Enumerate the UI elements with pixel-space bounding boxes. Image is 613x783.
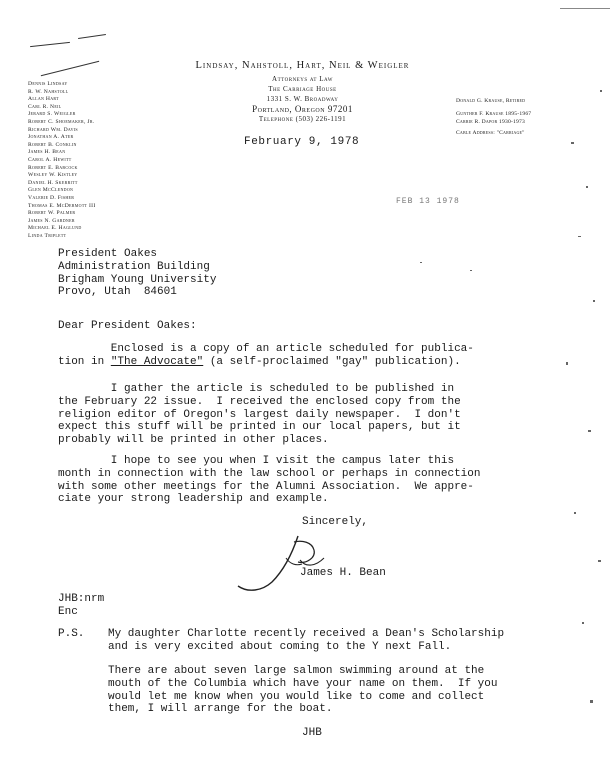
partner-name: Glen McClendon bbox=[28, 187, 74, 194]
partner-name: Robert W. Palmer bbox=[28, 210, 76, 217]
scan-speck bbox=[571, 142, 574, 144]
paragraph-line: ciate your strong leadership and example. bbox=[58, 493, 329, 506]
scan-speck bbox=[590, 700, 593, 703]
firm-name: Lindsay, Nahstoll, Hart, Neil & Weigler bbox=[195, 60, 410, 71]
scan-speck bbox=[593, 300, 595, 302]
partners-list bbox=[28, 81, 168, 240]
paragraph-line: with some other meetings for the Alumni Association. We appre- bbox=[58, 480, 474, 493]
signer-name: James H. Bean bbox=[300, 567, 386, 579]
partner-name: Robert B. Conklin bbox=[28, 141, 77, 148]
paragraph-line: probably will be printed in other places. bbox=[58, 434, 329, 447]
partner-name: Dennis Lindsay bbox=[28, 81, 68, 87]
paragraph-3 bbox=[58, 455, 480, 506]
paragraph-line: There are about seven large salmon swimming around at the bbox=[108, 665, 485, 677]
footer-initials: JHB bbox=[302, 727, 322, 739]
paragraph-2 bbox=[58, 383, 461, 447]
paragraph-line: Enclosed is a copy of an article scheduled for publica- bbox=[58, 343, 474, 355]
paragraph-line: and is very excited about coming to the Y next Fall. bbox=[108, 640, 452, 653]
scan-speck bbox=[574, 512, 576, 514]
partner-name: Jerard S. Weigler bbox=[28, 111, 76, 118]
partner-name: Richard Wm. Davis bbox=[28, 126, 78, 133]
paragraph-line: My daughter Charlotte recently received a Dean's Scholarship bbox=[108, 628, 505, 640]
firm-city: Portland, Oregon 97201 bbox=[252, 104, 353, 114]
text-run: tion in bbox=[58, 355, 111, 368]
postscript-paragraph-2 bbox=[108, 665, 497, 716]
paragraph-line: them, I will arrange for the boat. bbox=[108, 703, 333, 716]
partner-name: James H. Bean bbox=[28, 149, 66, 156]
paragraph-line: the February 22 issue. I received the enclosed copy from the bbox=[58, 395, 461, 408]
scan-speck bbox=[420, 262, 422, 263]
retired-entry: Carrie R. Dapor 1930-1973 bbox=[456, 119, 526, 125]
recipient-line: Provo, Utah 84601 bbox=[58, 286, 177, 299]
enclosure-note: Enc bbox=[58, 605, 78, 618]
paragraph-line: I gather the article is scheduled to be published in bbox=[58, 383, 455, 395]
paragraph-line: month in connection with the law school or perhaps in connection bbox=[58, 467, 481, 480]
publication-name: "The Advocate" bbox=[110, 355, 204, 368]
pen-stroke bbox=[30, 42, 70, 47]
scan-speck bbox=[598, 560, 601, 562]
paragraph-1 bbox=[58, 343, 474, 369]
retired-list bbox=[456, 96, 566, 139]
firm-street: 1331 S. W. Broadway bbox=[266, 95, 339, 103]
pen-stroke bbox=[41, 61, 99, 76]
partner-name: Jonathan A. Ater bbox=[28, 134, 74, 141]
reference-initials bbox=[58, 593, 104, 619]
partner-name: Wesley W. Kistley bbox=[28, 172, 78, 179]
partner-name: Michael E. Haglund bbox=[28, 225, 82, 232]
partner-name: Valerie D. Fisher bbox=[28, 194, 75, 201]
retired-entry: Donald G. Krause, Retired bbox=[456, 98, 526, 104]
firm-telephone: Telephone (503) 226-1191 bbox=[258, 115, 347, 123]
paragraph-line: expect this stuff will be printed in our local papers, but it bbox=[58, 421, 461, 434]
recipient-line: Administration Building bbox=[58, 260, 210, 273]
firm-address bbox=[190, 74, 415, 124]
paragraph-line bbox=[58, 356, 474, 369]
partner-name: R. W. Nahstoll bbox=[28, 88, 69, 95]
partner-name: Robert C. Shoemaker, Jr. bbox=[28, 118, 95, 125]
scan-speck bbox=[600, 90, 602, 92]
scan-speck bbox=[588, 430, 591, 432]
scan-speck bbox=[586, 186, 588, 188]
paragraph-line: mouth of the Columbia which have your name on them. If you bbox=[108, 677, 498, 690]
partner-name: James N. Gardner bbox=[28, 217, 75, 224]
scan-speck bbox=[470, 270, 472, 271]
partner-name: Robert E. Babcock bbox=[28, 164, 78, 171]
received-stamp: FEB 13 1978 bbox=[396, 197, 460, 206]
partner-name: Daniel H. Skerritt bbox=[28, 179, 78, 186]
partner-name: Linda Triplett bbox=[28, 232, 67, 239]
scan-speck bbox=[566, 362, 568, 365]
recipient-line: President Oakes bbox=[58, 248, 158, 260]
initials-line: JHB:nrm bbox=[58, 593, 105, 605]
handwritten-signature bbox=[228, 528, 328, 600]
partner-name: Carol A. Hewitt bbox=[28, 156, 72, 163]
recipient-address bbox=[58, 248, 216, 299]
paragraph-line: religion editor of Oregon's largest daily newspaper. I don't bbox=[58, 408, 461, 421]
pen-stroke bbox=[78, 34, 106, 39]
text-run: (a self-proclaimed "gay" publication). bbox=[203, 355, 461, 368]
retired-entry: Gunther F. Krause 1895-1967 bbox=[456, 111, 532, 117]
recipient-line: Brigham Young University bbox=[58, 273, 217, 286]
firm-building: The Carriage House bbox=[268, 85, 337, 93]
paragraph-line: would let me know when you would like to come and collect bbox=[108, 690, 485, 703]
paragraph-line: I hope to see you when I visit the campus later this bbox=[58, 455, 455, 467]
scan-speck bbox=[578, 236, 581, 237]
partner-name: Allan Hart bbox=[28, 96, 59, 103]
partner-name: Thomas E. McDermott III bbox=[28, 202, 96, 209]
cable-address: Cable Address: "Carriage" bbox=[456, 130, 525, 136]
letter-date: February 9, 1978 bbox=[244, 136, 360, 148]
partner-name: Carl R. Neil bbox=[28, 103, 62, 110]
pen-stroke bbox=[560, 8, 610, 9]
salutation: Dear President Oakes: bbox=[58, 320, 197, 332]
firm-subtitle: Attorneys at Law bbox=[272, 75, 333, 83]
postscript-paragraph-1 bbox=[108, 628, 504, 654]
postscript-label: P.S. bbox=[58, 628, 85, 640]
scan-speck bbox=[582, 622, 584, 624]
closing: Sincerely, bbox=[302, 516, 369, 528]
